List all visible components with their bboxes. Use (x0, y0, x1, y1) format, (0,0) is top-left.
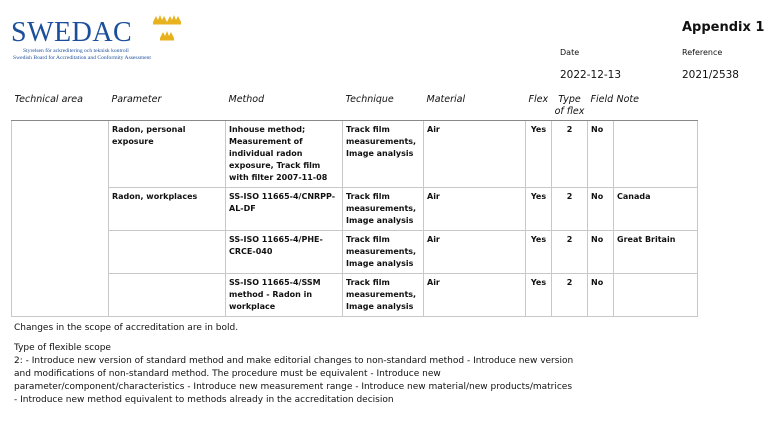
table-row (12, 274, 698, 317)
changes-note: Changes in the scope of accreditation are in bold. (14, 323, 239, 333)
flex-scope-description: 2: - Introduce new version of standard method and make editorial changes to non-standard method - Introduce new version and modifications of non-standard method. The procedure must be equivalent - Introduce new parameter/component/characteristics - Introduce new measurement range - Introduce new material/new products/matrices - Introduce new method equivalent to methods already in the accreditation decision (14, 356, 574, 405)
field-cell: No (588, 231, 614, 274)
table-row (12, 121, 698, 188)
method-cell: SS-ISO 11665-4/SSM method - Radon in workplace (226, 274, 343, 317)
reference-value: 2021/2538 (682, 69, 739, 81)
field-cell: No (588, 274, 614, 317)
technical-area-cell (12, 121, 109, 317)
parameter-cell (109, 274, 226, 317)
technique-cell: Track film measurements, Image analysis (343, 231, 424, 274)
three-crowns-icon (149, 14, 185, 48)
flex-scope-title: Type of flexible scope (14, 343, 111, 353)
parameter-cell: Radon, workplaces (109, 188, 226, 231)
type-of-flex-cell: 2 (552, 231, 588, 274)
header-parameter: Parameter (109, 92, 226, 121)
date-label: Date (560, 48, 580, 57)
note-cell: Great Britain (614, 231, 698, 274)
flex-cell: Yes (526, 121, 552, 188)
note-cell (614, 121, 698, 188)
method-cell: SS-ISO 11665-4/CNRPP-AL-DF (226, 188, 343, 231)
header-field: Field (588, 92, 614, 121)
field-cell: No (588, 188, 614, 231)
header-technical-area: Technical area (12, 92, 109, 121)
type-of-flex-cell: 2 (552, 188, 588, 231)
header-technique: Technique (343, 92, 424, 121)
table-row (12, 188, 698, 231)
material-cell: Air (424, 231, 526, 274)
technique-cell: Track film measurements, Image analysis (343, 121, 424, 188)
material-cell: Air (424, 188, 526, 231)
method-cell: Inhouse method; Measurement of individual radon exposure, Track film with filter 2007-11-08 (226, 121, 343, 188)
logo-text: SWEDAC (11, 17, 133, 48)
note-cell: Canada (614, 188, 698, 231)
appendix-title: Appendix 1 (682, 20, 765, 35)
header-flex: Flex (526, 92, 552, 121)
date-value: 2022-12-13 (560, 69, 622, 81)
header-note: Note (614, 92, 698, 121)
type-of-flex-cell: 2 (552, 274, 588, 317)
technique-cell: Track film measurements, Image analysis (343, 274, 424, 317)
table-header-row (12, 92, 698, 121)
logo-subtitle-se: Styrelsen för ackreditering och teknisk kontroll (23, 48, 129, 54)
note-cell (614, 274, 698, 317)
header-material: Material (424, 92, 526, 121)
material-cell: Air (424, 121, 526, 188)
header-type-of-flex: Type of flex (552, 92, 588, 121)
parameter-cell: Radon, personal exposure (109, 121, 226, 188)
table-row (12, 231, 698, 274)
flex-cell: Yes (526, 231, 552, 274)
technique-cell: Track film measurements, Image analysis (343, 188, 424, 231)
flex-cell: Yes (526, 274, 552, 317)
scope-table (11, 92, 698, 317)
header-method: Method (226, 92, 343, 121)
swedac-logo (11, 14, 201, 64)
logo-subtitle-en: Swedish Board for Accreditation and Conformity Assessment (13, 55, 151, 61)
parameter-cell (109, 231, 226, 274)
flex-cell: Yes (526, 188, 552, 231)
material-cell: Air (424, 274, 526, 317)
method-cell: SS-ISO 11665-4/PHE-CRCE-040 (226, 231, 343, 274)
type-of-flex-cell: 2 (552, 121, 588, 188)
field-cell: No (588, 121, 614, 188)
reference-label: Reference (682, 48, 723, 57)
